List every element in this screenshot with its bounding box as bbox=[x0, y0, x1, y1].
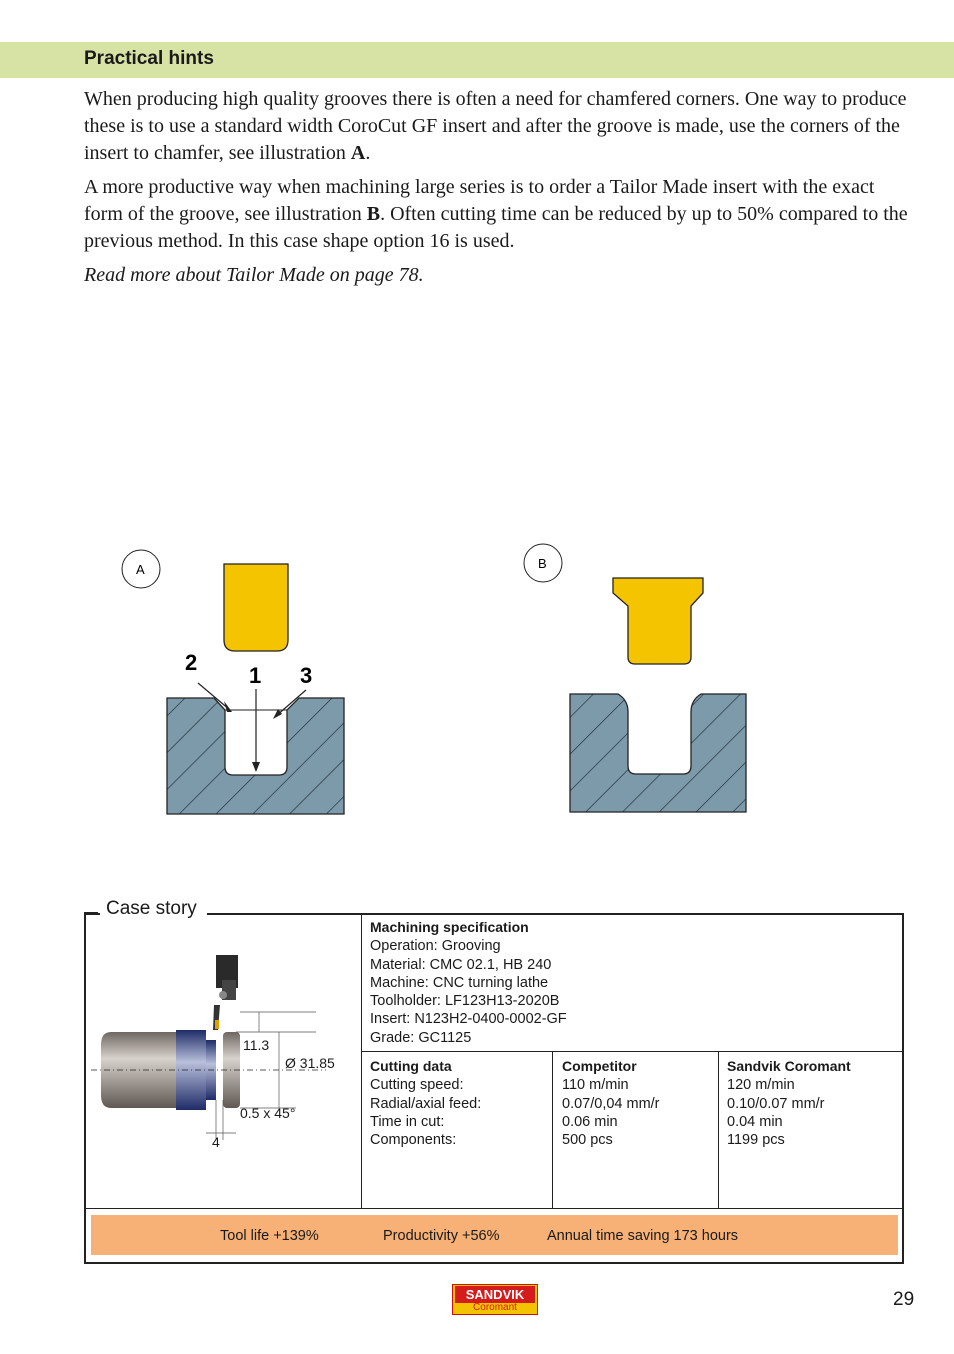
tool-life-result: Tool life +139% bbox=[220, 1228, 319, 1244]
callout-3: 3 bbox=[300, 663, 313, 688]
label-a: A bbox=[136, 562, 145, 577]
annual-saving-result: Annual time saving 173 hours bbox=[547, 1228, 739, 1244]
standard-insert-shape bbox=[224, 564, 288, 651]
tailor-made-insert-shape bbox=[613, 578, 703, 664]
sandvik-coromant-logo: SANDVIK Coromant bbox=[452, 1284, 538, 1315]
label-b: B bbox=[538, 556, 547, 571]
sandvik-column: Sandvik Coromant 120 m/min 0.10/0.07 mm/r 0.04 min 1199 pcs bbox=[727, 1058, 851, 1149]
workpiece-drawing bbox=[86, 950, 356, 1155]
cutting-data-column: Cutting data Cutting speed: Radial/axial feed: Time in cut: Components: bbox=[370, 1058, 482, 1149]
groove-illustrations bbox=[0, 540, 954, 840]
section-title: Practical hints bbox=[84, 48, 214, 69]
workpiece-b bbox=[570, 694, 746, 812]
callout-1: 1 bbox=[249, 663, 262, 688]
illustration-a bbox=[122, 550, 344, 814]
dimension-diameter: Ø 31.85 bbox=[285, 1055, 335, 1071]
callout-2: 2 bbox=[185, 650, 198, 675]
competitor-column: Competitor 110 m/min 0.07/0,04 mm/r 0.06 min 500 pcs bbox=[562, 1058, 660, 1149]
paragraph-3-tailor-made-reference: Read more about Tailor Made on page 78. bbox=[84, 264, 424, 286]
results-summary-bar bbox=[91, 1215, 898, 1255]
illustration-b bbox=[524, 544, 746, 812]
dimension-width: 4 bbox=[212, 1134, 220, 1150]
dimension-chamfer: 0.5 x 45° bbox=[240, 1105, 296, 1121]
dimension-11-3: 11.3 bbox=[243, 1037, 270, 1053]
page-number: 29 bbox=[893, 1289, 915, 1310]
productivity-result: Productivity +56% bbox=[383, 1228, 500, 1244]
paragraph-1: When producing high quality grooves there is often a need for chamfered corners. One way to produce these is to use a standard width CoroCut GF insert and after the groove is made, use the corners of the insert to chamfer, see illustration A. bbox=[84, 88, 907, 164]
case-story-title: Case story bbox=[100, 898, 207, 920]
paragraph-2: A more productive way when machining large series is to order a Tailor Made insert with the exact form of the groove, see illustration B. Often cutting time can be reduced by up to 50% compared to the previous method. In this case shape option 16 is used. bbox=[84, 176, 908, 252]
machining-specification: Machining specification Operation: Grooving Material: CMC 02.1, HB 240 Machine: CNC turning lathe Toolholder: LF123H13-2020B Insert: N123H2-0400-0002-GF Grade: GC1125 bbox=[370, 919, 567, 1046]
